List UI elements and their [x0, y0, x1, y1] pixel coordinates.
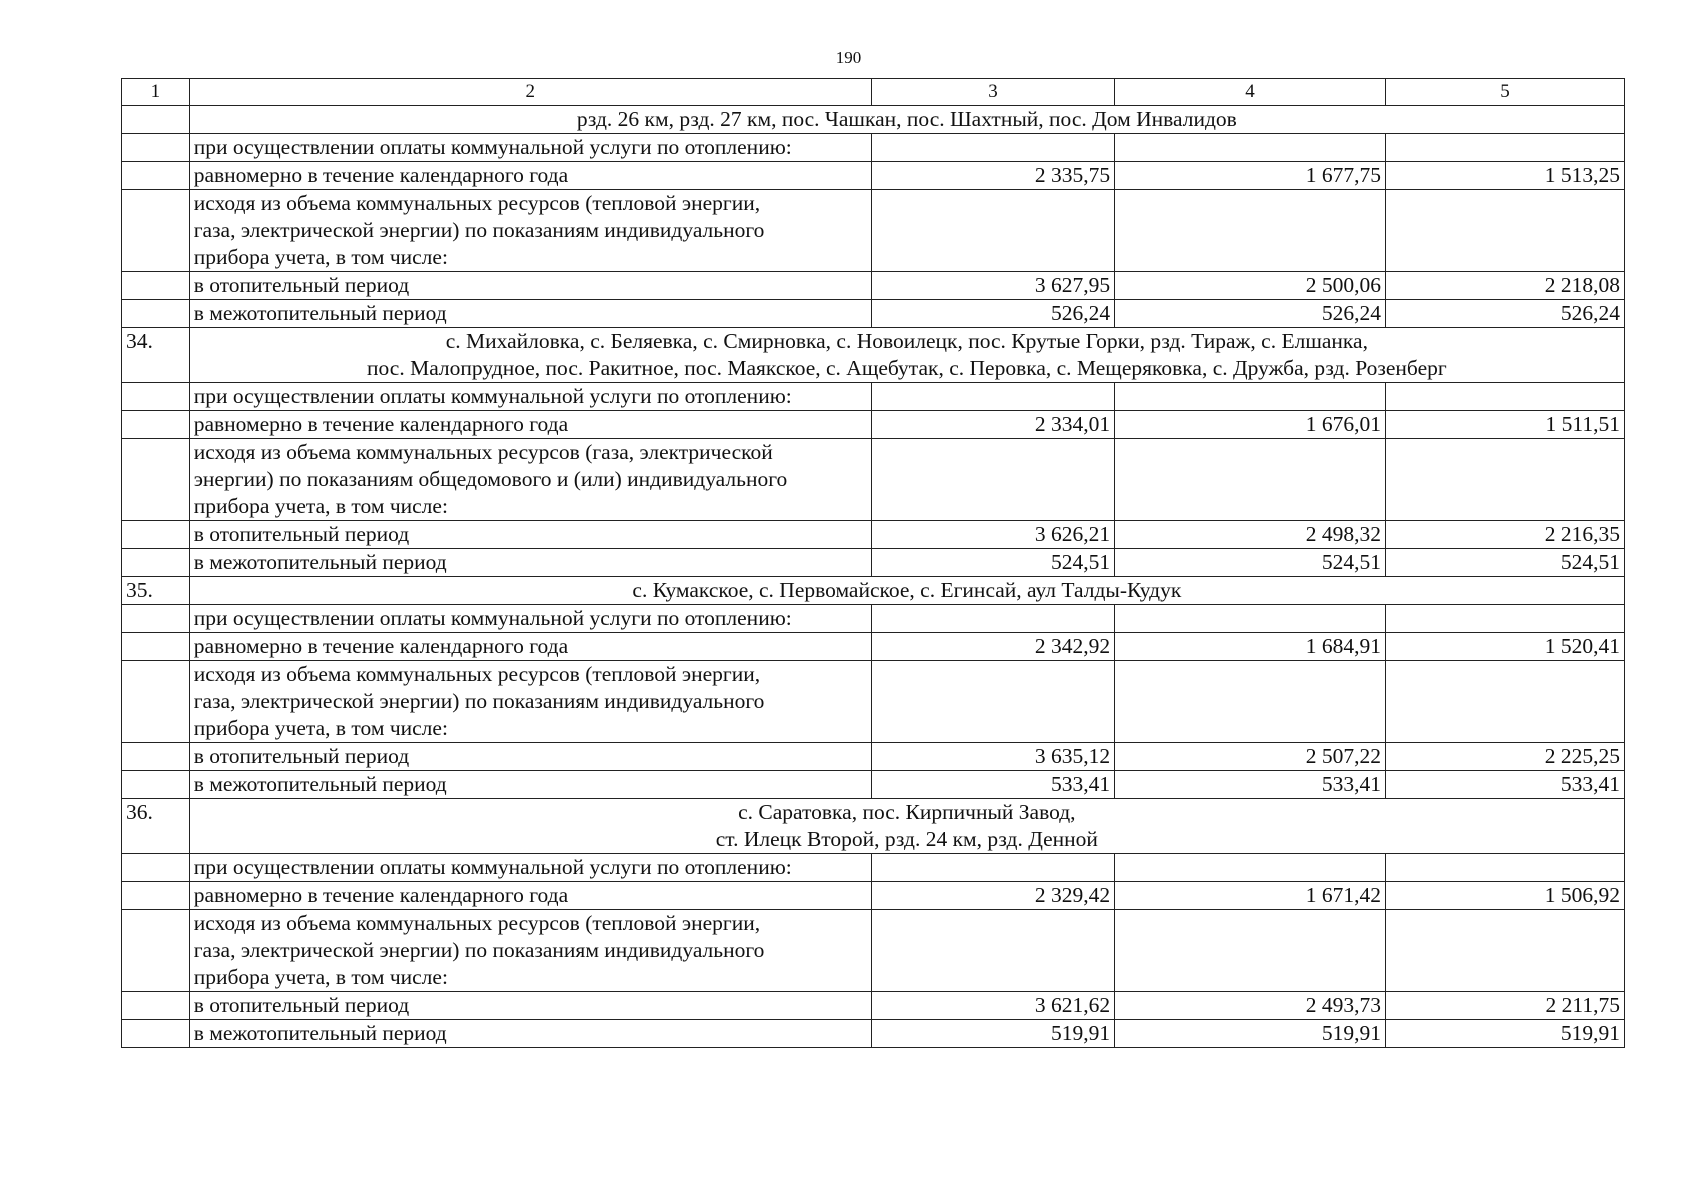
tariff-value-col3 [871, 661, 1114, 743]
tariff-value-col4 [1115, 605, 1386, 633]
tariff-value-col3: 3 635,12 [871, 743, 1114, 771]
locality-name: с. Кумакское, с. Первомайское, с. Егинсай, аул Талды-Кудук [189, 577, 1624, 605]
tariff-value-col5: 1 513,25 [1385, 162, 1624, 190]
payment-method-label: в межотопительный период [189, 771, 871, 799]
tariff-row [122, 162, 1625, 190]
tariff-value-col5 [1385, 910, 1624, 992]
tariff-value-col4 [1115, 134, 1386, 162]
payment-method-label: в межотопительный период [189, 549, 871, 577]
payment-method-label: в межотопительный период [189, 1020, 871, 1048]
tariff-value-col4: 2 500,06 [1115, 272, 1386, 300]
row-number [122, 605, 190, 633]
row-number [122, 854, 190, 882]
row-number: 36. [122, 799, 190, 854]
tariff-value-col5 [1385, 661, 1624, 743]
tariff-value-col3: 3 627,95 [871, 272, 1114, 300]
tariff-value-col4 [1115, 661, 1386, 743]
tariff-value-col3: 533,41 [871, 771, 1114, 799]
tariff-value-col5: 2 225,25 [1385, 743, 1624, 771]
row-number [122, 992, 190, 1020]
row-number [122, 383, 190, 411]
tariff-row [122, 190, 1625, 272]
row-number [122, 300, 190, 328]
tariff-row [122, 383, 1625, 411]
tariff-value-col3 [871, 439, 1114, 521]
row-number [122, 882, 190, 910]
payment-method-label: в отопительный период [189, 743, 871, 771]
column-number-row [122, 79, 1625, 106]
row-number [122, 106, 190, 134]
tariff-value-col3 [871, 190, 1114, 272]
row-number [122, 1020, 190, 1048]
row-number [122, 910, 190, 992]
tariff-value-col5: 1 506,92 [1385, 882, 1624, 910]
row-number [122, 549, 190, 577]
tariff-row [122, 992, 1625, 1020]
tariff-value-col3: 526,24 [871, 300, 1114, 328]
tariff-value-col4 [1115, 383, 1386, 411]
tariff-value-col3: 3 626,21 [871, 521, 1114, 549]
tariff-value-col5: 524,51 [1385, 549, 1624, 577]
locality-row [122, 799, 1625, 854]
tariff-value-col5: 519,91 [1385, 1020, 1624, 1048]
tariff-row [122, 882, 1625, 910]
payment-method-label: исходя из объема коммунальных ресурсов (тепловой энергии, газа, электрической энергии) по показаниям индивидуального прибора учета, в том числе: [189, 910, 871, 992]
payment-method-label: равномерно в течение календарного года [189, 882, 871, 910]
tariff-value-col5 [1385, 605, 1624, 633]
payment-method-label: исходя из объема коммунальных ресурсов (тепловой энергии, газа, электрической энергии) по показаниям индивидуального прибора учета, в том числе: [189, 190, 871, 272]
tariff-value-col4: 1 671,42 [1115, 882, 1386, 910]
tariff-value-col5: 533,41 [1385, 771, 1624, 799]
row-number [122, 439, 190, 521]
tariff-value-col4: 524,51 [1115, 549, 1386, 577]
tariff-value-col4: 519,91 [1115, 1020, 1386, 1048]
payment-method-label: исходя из объема коммунальных ресурсов (тепловой энергии, газа, электрической энергии) по показаниям индивидуального прибора учета, в том числе: [189, 661, 871, 743]
row-number [122, 134, 190, 162]
tariff-row [122, 661, 1625, 743]
tariff-value-col5: 1 520,41 [1385, 633, 1624, 661]
tariff-row [122, 605, 1625, 633]
tariff-value-col5 [1385, 854, 1624, 882]
tariff-value-col4: 526,24 [1115, 300, 1386, 328]
tariff-value-col3 [871, 383, 1114, 411]
column-number-2: 2 [189, 79, 871, 106]
tariff-value-col5: 2 211,75 [1385, 992, 1624, 1020]
tariff-value-col5 [1385, 439, 1624, 521]
tariff-row [122, 439, 1625, 521]
payment-method-label: исходя из объема коммунальных ресурсов (газа, электрической энергии) по показаниям общедомового и (или) индивидуального прибора учета, в том числе: [189, 439, 871, 521]
row-number [122, 771, 190, 799]
tariff-value-col3: 2 329,42 [871, 882, 1114, 910]
locality-name: рзд. 26 км, рзд. 27 км, пос. Чашкан, пос. Шахтный, пос. Дом Инвалидов [189, 106, 1624, 134]
tariff-table-body [122, 79, 1625, 1048]
row-number [122, 190, 190, 272]
tariff-value-col3: 524,51 [871, 549, 1114, 577]
payment-method-label: при осуществлении оплаты коммунальной услуги по отоплению: [189, 605, 871, 633]
tariff-value-col4: 2 507,22 [1115, 743, 1386, 771]
tariff-value-col4: 2 493,73 [1115, 992, 1386, 1020]
tariff-value-col5 [1385, 134, 1624, 162]
tariff-value-col4 [1115, 439, 1386, 521]
tariff-value-col3: 2 335,75 [871, 162, 1114, 190]
payment-method-label: равномерно в течение календарного года [189, 411, 871, 439]
payment-method-label: при осуществлении оплаты коммунальной услуги по отоплению: [189, 383, 871, 411]
page-number: 190 [835, 48, 862, 67]
tariff-value-col3 [871, 605, 1114, 633]
tariff-value-col5: 1 511,51 [1385, 411, 1624, 439]
payment-method-label: при осуществлении оплаты коммунальной услуги по отоплению: [189, 134, 871, 162]
tariff-row [122, 633, 1625, 661]
locality-name: с. Михайловка, с. Беляевка, с. Смирновка, с. Новоилецк, пос. Крутые Горки, рзд. Тираж, с. Елшанка, пос. Малопрудное, пос. Ракитное, пос. Маякское, с. Ащебутак, с. Перовка, с. Мещеряковка, с. Дружба, рзд. Розенберг [189, 328, 1624, 383]
tariff-value-col3 [871, 910, 1114, 992]
tariff-value-col3: 519,91 [871, 1020, 1114, 1048]
column-number-1: 1 [122, 79, 190, 106]
tariff-value-col5: 526,24 [1385, 300, 1624, 328]
column-number-4: 4 [1115, 79, 1386, 106]
tariff-value-col4 [1115, 910, 1386, 992]
tariff-row [122, 743, 1625, 771]
tariff-value-col3: 2 334,01 [871, 411, 1114, 439]
column-number-3: 3 [871, 79, 1114, 106]
locality-row [122, 106, 1625, 134]
tariff-row [122, 134, 1625, 162]
tariff-value-col4: 1 684,91 [1115, 633, 1386, 661]
tariff-value-col3 [871, 134, 1114, 162]
tariff-value-col5 [1385, 190, 1624, 272]
tariff-row [122, 300, 1625, 328]
row-number [122, 633, 190, 661]
locality-row [122, 328, 1625, 383]
row-number [122, 661, 190, 743]
tariff-value-col4 [1115, 190, 1386, 272]
tariff-row [122, 521, 1625, 549]
payment-method-label: в отопительный период [189, 272, 871, 300]
row-number [122, 272, 190, 300]
payment-method-label: при осуществлении оплаты коммунальной услуги по отоплению: [189, 854, 871, 882]
tariff-row [122, 854, 1625, 882]
payment-method-label: в отопительный период [189, 992, 871, 1020]
tariff-value-col4: 1 677,75 [1115, 162, 1386, 190]
row-number [122, 162, 190, 190]
payment-method-label: равномерно в течение календарного года [189, 633, 871, 661]
tariff-value-col3: 3 621,62 [871, 992, 1114, 1020]
tariff-row [122, 411, 1625, 439]
payment-method-label: в отопительный период [189, 521, 871, 549]
tariff-row [122, 771, 1625, 799]
tariff-table [121, 78, 1625, 1048]
locality-name: с. Саратовка, пос. Кирпичный Завод, ст. Илецк Второй, рзд. 24 км, рзд. Денной [189, 799, 1624, 854]
locality-row [122, 577, 1625, 605]
tariff-row [122, 1020, 1625, 1048]
row-number [122, 743, 190, 771]
tariff-value-col5 [1385, 383, 1624, 411]
payment-method-label: равномерно в течение календарного года [189, 162, 871, 190]
payment-method-label: в межотопительный период [189, 300, 871, 328]
tariff-row [122, 910, 1625, 992]
row-number: 35. [122, 577, 190, 605]
row-number [122, 521, 190, 549]
row-number [122, 411, 190, 439]
tariff-value-col3 [871, 854, 1114, 882]
tariff-value-col5: 2 218,08 [1385, 272, 1624, 300]
tariff-value-col4: 1 676,01 [1115, 411, 1386, 439]
tariff-value-col4: 533,41 [1115, 771, 1386, 799]
tariff-row [122, 272, 1625, 300]
tariff-value-col5: 2 216,35 [1385, 521, 1624, 549]
tariff-value-col4 [1115, 854, 1386, 882]
tariff-value-col4: 2 498,32 [1115, 521, 1386, 549]
row-number: 34. [122, 328, 190, 383]
tariff-row [122, 549, 1625, 577]
tariff-value-col3: 2 342,92 [871, 633, 1114, 661]
column-number-5: 5 [1385, 79, 1624, 106]
